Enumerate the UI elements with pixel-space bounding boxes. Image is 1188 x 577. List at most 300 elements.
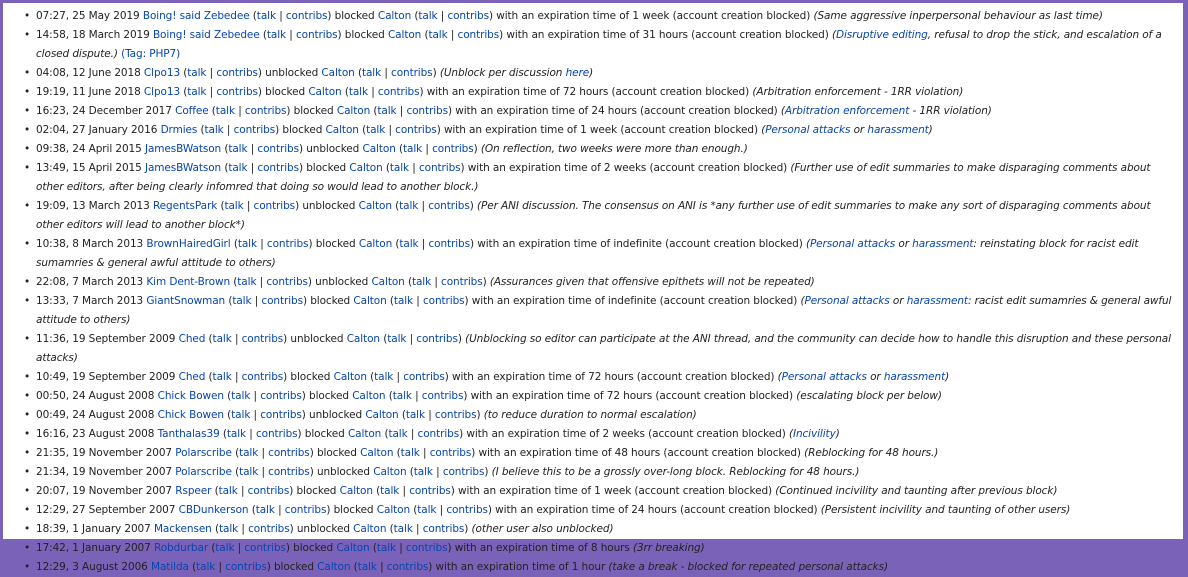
block-reason: (Same aggressive inperpersonal behaviour as last time) [813,10,1103,22]
block-reason: (Incivility) [788,428,840,440]
reason-text: Arbitration enforcement - 1RR violation [756,86,960,98]
block-reason: (Personal attacks or harassment: racist edit sumamries & general awful attitude to others) [36,295,1172,326]
target-user-link[interactable]: Calton [339,485,373,497]
expiration-prefix: with an expiration time of [471,295,605,307]
admin-user-link[interactable]: Coffee [175,105,209,117]
target-contribs-link[interactable]: contribs [421,390,464,402]
target-user-link[interactable]: Calton [365,409,399,421]
admin-talk-link[interactable]: talk [218,523,239,535]
admin-contribs-link[interactable]: contribs [266,238,309,250]
expiration-prefix: with an expiration time of [451,371,585,383]
admin-talk-link[interactable]: talk [215,542,235,554]
target-contribs-link[interactable]: contribs [406,105,448,117]
expiration-time: 72 hours [588,371,634,383]
target-user-link[interactable]: Calton [387,29,422,41]
log-timestamp: 09:38, 24 April 2015 [36,143,142,155]
admin-contribs-link[interactable]: contribs [255,428,298,440]
block-options: account creation blocked [663,295,794,307]
admin-contribs-link[interactable]: contribs [241,333,284,345]
log-timestamp: 11:36, 19 September 2009 [36,333,176,345]
expiration-prefix: with an expiration time of [495,504,629,516]
block-options: account creation blocked [659,390,789,402]
reason-text: Continued incivility and taunting after previous block [779,485,1054,497]
admin-talk-link[interactable]: talk [232,295,252,307]
log-timestamp: 18:39, 1 January 2007 [36,523,151,535]
log-entry: • 22:08, 7 March 2013 Kim Dent-Brown (talk | contribs) unblocked Calton (talk | contribs) (Assurances given that offensive epithets will not be repeated) [9,273,1183,292]
admin-user-link[interactable]: GiantSnowman [146,295,226,307]
admin-user-link[interactable]: JamesBWatson [144,143,222,155]
admin-user-link[interactable]: Boing! said Zebedee [152,29,260,41]
target-talk-link[interactable]: talk [417,504,437,516]
admin-contribs-link[interactable]: contribs [260,390,302,402]
log-entry: • 21:35, 19 November 2007 Polarscribe (talk | contribs) blocked Calton (talk | contribs) with an expiration time of 48 hours (account creation blocked) (Reblocking for 48 hours.) [9,444,1183,463]
block-reason: (Further use of edit summaries to make disparaging comments about other editors, after being clearly infomred that doing so would lead to another block.) [36,162,1151,193]
log-action: unblocked [302,200,356,212]
admin-contribs-link[interactable]: contribs [244,542,286,554]
log-entry: • 11:36, 19 September 2009 Ched (talk | contribs) unblocked Calton (talk | contribs) (Unblocking so editor can participate at the ANI thread, and the community can decide how to handle this disruption and these personal attacks) [9,330,1183,368]
target-contribs-link[interactable]: contribs [417,428,460,440]
admin-talk-link[interactable]: talk [187,86,207,98]
block-options: account creation blocked [644,105,774,117]
log-timestamp: 20:07, 19 November 2007 [36,485,173,497]
log-timestamp: 22:08, 7 March 2013 [36,276,144,288]
block-reason: (Arbitration enforcement - 1RR violation) [752,86,964,98]
log-action: blocked [293,542,334,554]
reason-link[interactable]: Incivility [792,428,836,440]
log-timestamp: 16:16, 23 August 2008 [36,428,155,440]
target-talk-link[interactable]: talk [399,200,419,212]
admin-talk-link[interactable]: talk [187,67,207,79]
target-user-link[interactable]: Calton [358,200,392,212]
log-entry: • 12:29, 27 September 2007 CBDunkerson (talk | contribs) blocked Calton (talk | contribs) with an expiration time of 24 hours (account creation blocked) (Persistent incivility and taunting of other users) [9,501,1183,520]
target-contribs-link[interactable]: contribs [447,10,489,22]
block-reason: (Per ANI discussion. The consensus on ANI is *any further use of edit summaries to make any sort of disparaging comments about other editors will lead to another block*) [36,200,1151,231]
log-timestamp: 17:42, 1 January 2007 [36,542,151,554]
log-entry: • 16:23, 24 December 2017 Coffee (talk | contribs) blocked Calton (talk | contribs) with an expiration time of 24 hours (account creation blocked) (Arbitration enforcement - 1RR violation) [9,102,1183,121]
expiration-prefix: with an expiration time of [454,542,588,554]
target-talk-link[interactable]: talk [393,523,413,535]
target-user-link[interactable]: Calton [376,504,411,516]
log-timestamp: 14:58, 18 March 2019 [36,29,150,41]
admin-user-link[interactable]: Clpo13 [143,67,181,79]
log-entry: • 20:07, 19 November 2007 Rspeer (talk | contribs) blocked Calton (talk | contribs) with an expiration time of 1 week (account creation blocked) (Continued incivility and taunting after previous block) [9,482,1183,501]
target-talk-link[interactable]: talk [403,143,423,155]
expiration-time: 48 hours [614,447,661,459]
target-contribs-link[interactable]: contribs [405,542,448,554]
block-options: account creation blocked [653,162,784,174]
target-contribs-link[interactable]: contribs [409,485,451,497]
log-entry: • 04:08, 12 June 2018 Clpo13 (talk | contribs) unblocked Calton (talk | contribs) (Unblock per discussion here) [9,64,1183,83]
admin-contribs-link[interactable]: contribs [247,485,290,497]
block-reason: (On reflection, two weeks were more than enough.) [480,143,748,155]
block-reason: (Disruptive editing, refusal to drop the stick, and escalation of a closed dispute.) [36,29,1162,60]
admin-user-link[interactable]: Kim Dent-Brown [146,276,231,288]
tag-link[interactable]: PHP7 [149,48,177,60]
log-entry: • 18:39, 1 January 2007 Mackensen (talk | contribs) unblocked Calton (talk | contribs) (other user also unblocked) [9,520,1183,539]
target-talk-link[interactable]: talk [377,105,397,117]
change-tag: (Tag: PHP7) [121,48,181,60]
admin-contribs-link[interactable]: contribs [268,466,310,478]
block-reason: (Unblocking so editor can participate at the ANI thread, and the community can decide how to handle this disruption and these personal attacks) [36,333,1171,364]
target-talk-link[interactable]: talk [348,86,368,98]
log-timestamp: 12:29, 27 September 2007 [36,504,176,516]
expiration-time: indefinite [613,238,662,250]
reason-text: Same aggressive inperpersonal behaviour as last time [817,10,1099,22]
log-action: blocked [293,105,334,117]
admin-user-link[interactable]: Rspeer [175,485,212,497]
log-action: blocked [273,561,314,573]
expiration-prefix: with an expiration time of [467,162,601,174]
expiration-prefix: with an expiration time of [458,485,591,497]
target-user-link[interactable]: Calton [353,523,387,535]
target-contribs-link[interactable]: contribs [432,143,474,155]
block-reason: (Personal attacks or harassment) [777,371,950,383]
expiration-time: 1 week [580,124,618,136]
reason-link[interactable]: harassment [867,124,929,136]
block-reason: (Personal attacks or harassment) [761,124,933,136]
block-reason: (Personal attacks or harassment: reinstating block for racist edit sumamries & general awful attitude to others) [36,238,1139,269]
target-user-link[interactable]: Calton [308,86,342,98]
reason-text: escalating block per below [800,390,938,402]
target-user-link[interactable]: Calton [371,276,405,288]
target-user-link[interactable]: Calton [373,466,407,478]
target-talk-link[interactable]: talk [366,124,386,136]
target-contribs-link[interactable]: contribs [377,86,420,98]
target-contribs-link[interactable]: contribs [422,523,465,535]
target-contribs-link[interactable]: contribs [428,238,470,250]
log-timestamp: 00:50, 24 August 2008 [36,390,155,402]
expiration-prefix: with an expiration time of [466,428,600,440]
block-reason: (Continued incivility and taunting after previous block) [775,485,1058,497]
target-talk-link[interactable]: talk [357,561,377,573]
reason-link[interactable]: Personal attacks [809,238,896,250]
admin-talk-link[interactable]: talk [212,333,232,345]
target-contribs-link[interactable]: contribs [429,447,472,459]
admin-user-link[interactable]: Clpo13 [143,86,181,98]
target-contribs-link[interactable]: contribs [442,466,485,478]
log-action: unblocked [316,466,370,478]
expiration-prefix: with an expiration time of [470,390,604,402]
expiration-time: 72 hours [606,390,653,402]
log-action: blocked [282,124,323,136]
log-action: blocked [334,10,375,22]
log-timestamp: 21:34, 19 November 2007 [36,466,173,478]
block-options: account creation blocked [638,485,769,497]
reason-link[interactable]: Personal attacks [765,124,851,136]
log-timestamp: 07:27, 25 May 2019 [36,10,140,22]
admin-contribs-link[interactable]: contribs [260,409,302,421]
log-timestamp: 10:38, 8 March 2013 [36,238,144,250]
target-contribs-link[interactable]: contribs [418,162,461,174]
reason-text: Reblocking for 48 hours. [808,447,935,459]
log-action: unblocked [290,333,344,345]
target-user-link[interactable]: Calton [325,124,359,136]
admin-contribs-link[interactable]: contribs [285,10,328,22]
expiration-time: 24 hours [591,105,637,117]
log-action: unblocked [306,143,360,155]
reason-text: - 1RR violation [909,105,988,117]
target-talk-link[interactable]: talk [389,162,410,174]
admin-talk-link[interactable]: talk [228,143,248,155]
admin-contribs-link[interactable]: contribs [268,447,310,459]
target-contribs-link[interactable]: contribs [386,561,429,573]
admin-talk-link[interactable]: talk [215,105,235,117]
admin-contribs-link[interactable]: contribs [253,200,296,212]
target-talk-link[interactable]: talk [400,447,420,459]
target-user-link[interactable]: Calton [358,238,393,250]
log-entry: • 14:58, 18 March 2019 Boing! said Zebedee (talk | contribs) blocked Calton (talk | contribs) with an expiration time of 31 hours (account creation blocked) (Disruptive editing, refusal to drop the stick, and escalation of a closed dispute.) (Tag: PHP7) [9,26,1183,64]
log-entry: • 09:38, 24 April 2015 JamesBWatson (talk | contribs) unblocked Calton (talk | contribs) (On reflection, two weeks were more than enough.) [9,140,1183,159]
block-reason: (3rr breaking) [632,542,705,554]
reason-text: I believe this to be a grossly over-long block. Reblocking for 48 hours. [495,466,856,478]
block-reason: (Unblock per discussion here) [439,67,594,79]
log-entry: • 13:33, 7 March 2013 GiantSnowman (talk | contribs) blocked Calton (talk | contribs) with an expiration time of indefinite (account creation blocked) (Personal attacks or harassment: racist edit sumamries & general awful attitude to others) [9,292,1183,330]
expiration-time: 2 weeks [602,428,645,440]
target-contribs-link[interactable]: contribs [434,409,477,421]
log-entry: • 19:19, 11 June 2018 Clpo13 (talk | contribs) blocked Calton (talk | contribs) with an expiration time of 72 hours (account creation blocked) (Arbitration enforcement - 1RR violation) [9,83,1183,102]
log-entry: • 13:49, 15 April 2015 JamesBWatson (talk | contribs) blocked Calton (talk | contribs) with an expiration time of 2 weeks (account creation blocked) (Further use of edit summaries to make disparaging comments about other editors, after being clearly infomred that doing so would lead to another block.) [9,159,1183,197]
log-entry: • 16:16, 23 August 2008 Tanthalas39 (talk | contribs) blocked Calton (talk | contribs) with an expiration time of 2 weeks (account creation blocked) (Incivility) [9,425,1183,444]
reason-text: or [889,295,907,307]
admin-talk-link[interactable]: talk [239,466,259,478]
reason-link[interactable]: Disruptive editing [835,29,928,41]
reason-text: , refusal to drop the stick, and escalation of a closed dispute. [36,29,1162,60]
reason-link[interactable]: Personal attacks [804,295,890,307]
target-user-link[interactable]: Calton [336,105,371,117]
target-contribs-link[interactable]: contribs [441,276,483,288]
admin-talk-link[interactable]: talk [231,409,251,421]
log-action: blocked [290,371,331,383]
block-options: account creation blocked [669,238,799,250]
reason-text: Persistent incivility and taunting of other users [824,504,1067,516]
block-options: account creation blocked [667,447,797,459]
admin-user-link[interactable]: RegentsPark [152,200,218,212]
log-timestamp: 13:33, 7 March 2013 [36,295,144,307]
target-contribs-link[interactable]: contribs [428,200,470,212]
expiration-time: 31 hours [642,29,688,41]
admin-user-link[interactable]: BrownHairedGirl [146,238,231,250]
block-reason: (I believe this to be a grossly over-long block. Reblocking for 48 hours.) [491,466,860,478]
target-user-link[interactable]: Calton [349,162,383,174]
log-action: unblocked [309,409,363,421]
reason-link[interactable]: Arbitration enforcement [784,105,910,117]
expiration-time: 1 hour [571,561,606,573]
log-action: blocked [333,504,374,516]
admin-talk-link[interactable]: talk [226,428,247,440]
admin-contribs-link[interactable]: contribs [241,371,284,383]
admin-contribs-link[interactable]: contribs [295,29,338,41]
admin-contribs-link[interactable]: contribs [257,143,299,155]
admin-user-link[interactable]: Boing! said Zebedee [142,10,250,22]
log-action: blocked [310,295,351,307]
admin-user-link[interactable]: Robdurbar [153,542,209,554]
log-entry: • 12:29, 3 August 2006 Matilda (talk | contribs) blocked Calton (talk | contribs) with an expiration time of 1 hour (take a break - blocked for repeated personal attacks) [9,558,1183,577]
admin-contribs-link[interactable]: contribs [244,105,287,117]
admin-contribs-link[interactable]: contribs [233,124,276,136]
log-timestamp: 16:23, 24 December 2017 [36,105,172,117]
target-talk-link[interactable]: talk [405,409,425,421]
admin-talk-link[interactable]: talk [237,238,257,250]
reason-link[interactable]: harassment [912,238,974,250]
target-user-link[interactable]: Calton [333,371,367,383]
expiration-prefix: with an expiration time of [496,10,630,22]
log-entry: • 10:38, 8 March 2013 BrownHairedGirl (talk | contribs) blocked Calton (talk | contribs) with an expiration time of indefinite (account creation blocked) (Personal attacks or harassment: reinstating block for racist edit sumamries & general awful attitude to others) [9,235,1183,273]
expiration-time: 24 hours [631,504,677,516]
target-user-link[interactable]: Calton [346,333,380,345]
block-options: account creation blocked [624,124,754,136]
admin-contribs-link[interactable]: contribs [248,523,290,535]
target-contribs-link[interactable]: contribs [395,124,437,136]
target-user-link[interactable]: Calton [317,561,351,573]
admin-user-link[interactable]: Mackensen [153,523,212,535]
block-reason: (Assurances given that offensive epithets will not be repeated) [489,276,815,288]
log-timestamp: 19:19, 11 June 2018 [36,86,141,98]
admin-user-link[interactable]: JamesBWatson [144,162,222,174]
log-entry: • 10:49, 19 September 2009 Ched (talk | contribs) blocked Calton (talk | contribs) with an expiration time of 72 hours (account creation blocked) (Personal attacks or harassment) [9,368,1183,387]
target-user-link[interactable]: Calton [347,428,382,440]
admin-talk-link[interactable]: talk [224,200,244,212]
admin-user-link[interactable]: Chick Bowen [157,409,224,421]
block-options: account creation blocked [615,86,746,98]
admin-user-link[interactable]: Ched [178,371,206,383]
admin-talk-link[interactable]: talk [196,561,216,573]
admin-user-link[interactable]: Ched [178,333,206,345]
admin-talk-link[interactable]: talk [231,390,251,402]
target-talk-link[interactable]: talk [374,371,394,383]
admin-talk-link[interactable]: talk [228,162,248,174]
admin-user-link[interactable]: Polarscribe [175,466,232,478]
reason-text: or [850,124,868,136]
block-options: account creation blocked [683,504,814,516]
block-log-list [3,3,1183,577]
admin-user-link[interactable]: Tanthalas39 [157,428,220,440]
block-reason: (Persistent incivility and taunting of other users) [820,504,1071,516]
target-talk-link[interactable]: talk [393,295,414,307]
reason-text: Further use of edit summaries to make disparaging comments about other editors, after being clearly infomred that doing so would lead to another block. [36,162,1151,193]
admin-talk-link[interactable]: talk [204,124,224,136]
target-user-link[interactable]: Calton [362,143,396,155]
expiration-prefix: with an expiration time of [478,447,612,459]
tag-prefix: Tag: [125,48,150,60]
expiration-prefix: with an expiration time of [443,124,577,136]
block-log-panel [3,3,1183,573]
reason-text: or [895,238,913,250]
admin-contribs-link[interactable]: contribs [216,86,258,98]
reason-link[interactable]: harassment [906,295,968,307]
target-talk-link[interactable]: talk [392,390,412,402]
target-talk-link[interactable]: talk [361,67,382,79]
expiration-time: indefinite [607,295,657,307]
expiration-time: 1 week [632,10,670,22]
block-reason: (escalating block per below) [796,390,942,402]
target-talk-link[interactable]: talk [413,466,433,478]
admin-user-link[interactable]: Polarscribe [175,447,232,459]
reason-text: take a break - blocked for repeated personal attacks [612,561,884,573]
expiration-prefix: with an expiration time of [477,238,611,250]
expiration-prefix: with an expiration time of [435,561,569,573]
admin-contribs-link[interactable]: contribs [216,67,258,79]
admin-talk-link[interactable]: talk [239,447,259,459]
target-contribs-link[interactable]: contribs [422,295,465,307]
block-reason: (other user also unblocked) [471,523,614,535]
admin-talk-link[interactable]: talk [212,371,232,383]
admin-contribs-link[interactable]: contribs [261,295,303,307]
target-talk-link[interactable]: talk [388,428,408,440]
admin-talk-link[interactable]: talk [266,29,287,41]
target-talk-link[interactable]: talk [418,10,438,22]
target-talk-link[interactable]: talk [380,485,400,497]
target-user-link[interactable]: Calton [377,10,412,22]
block-reason: (take a break - blocked for repeated personal attacks) [608,561,888,573]
expiration-prefix: with an expiration time of [426,86,560,98]
admin-talk-link[interactable]: talk [255,504,275,516]
reason-link[interactable]: here [565,67,590,79]
log-timestamp: 21:35, 19 November 2007 [36,447,173,459]
target-contribs-link[interactable]: contribs [416,333,458,345]
admin-contribs-link[interactable]: contribs [257,162,299,174]
admin-contribs-link[interactable]: contribs [284,504,327,516]
target-contribs-link[interactable]: contribs [446,504,488,516]
target-contribs-link[interactable]: contribs [457,29,500,41]
admin-talk-link[interactable]: talk [218,485,238,497]
target-user-link[interactable]: Calton [353,295,387,307]
target-user-link[interactable]: Calton [352,390,386,402]
log-action: unblocked [296,523,350,535]
reason-text: or [866,371,884,383]
log-entry: • 17:42, 1 January 2007 Robdurbar (talk | contribs) blocked Calton (talk | contribs) with an expiration time of 8 hours (3rr breaking) [9,539,1183,558]
target-talk-link[interactable]: talk [411,276,432,288]
expiration-time: 72 hours [562,86,609,98]
log-action: blocked [316,447,357,459]
block-reason: (Reblocking for 48 hours.) [804,447,939,459]
admin-user-link[interactable]: Drmies [160,124,198,136]
admin-contribs-link[interactable]: contribs [266,276,308,288]
target-user-link[interactable]: Calton [360,447,394,459]
log-timestamp: 02:04, 27 January 2016 [36,124,158,136]
target-talk-link[interactable]: talk [399,238,419,250]
reason-text: other user also unblocked [475,523,610,535]
log-action: unblocked [315,276,369,288]
admin-talk-link[interactable]: talk [237,276,257,288]
target-contribs-link[interactable]: contribs [403,371,445,383]
reason-text: Unblocking so editor can participate at the ANI thread, and the community can decide how to handle this disruption and these personal attacks [36,333,1171,364]
target-talk-link[interactable]: talk [376,542,396,554]
admin-user-link[interactable]: Chick Bowen [157,390,224,402]
reason-text: On reflection, two weeks were more than enough. [484,143,744,155]
reason-text: 3rr breaking [636,542,701,554]
block-options: account creation blocked [640,371,771,383]
expiration-time: 8 hours [590,542,630,554]
expiration-time: 2 weeks [603,162,647,174]
target-talk-link[interactable]: talk [428,29,448,41]
log-action: unblocked [265,67,319,79]
admin-user-link[interactable]: CBDunkerson [178,504,249,516]
expiration-prefix: with an expiration time of [455,105,589,117]
admin-user-link[interactable]: Matilda [151,561,189,573]
log-entry: • 02:04, 27 January 2016 Drmies (talk | contribs) blocked Calton (talk | contribs) with an expiration time of 1 week (account creation blocked) (Personal attacks or harassment) [9,121,1183,140]
target-contribs-link[interactable]: contribs [391,67,433,79]
target-user-link[interactable]: Calton [321,67,355,79]
admin-contribs-link[interactable]: contribs [225,561,267,573]
admin-talk-link[interactable]: talk [256,10,276,22]
reason-link[interactable]: Personal attacks [781,371,867,383]
log-action: blocked [309,390,349,402]
target-user-link[interactable]: Calton [336,542,370,554]
log-action: blocked [306,162,347,174]
log-timestamp: 13:49, 15 April 2015 [36,162,142,174]
target-talk-link[interactable]: talk [387,333,407,345]
reason-link[interactable]: harassment [883,371,946,383]
